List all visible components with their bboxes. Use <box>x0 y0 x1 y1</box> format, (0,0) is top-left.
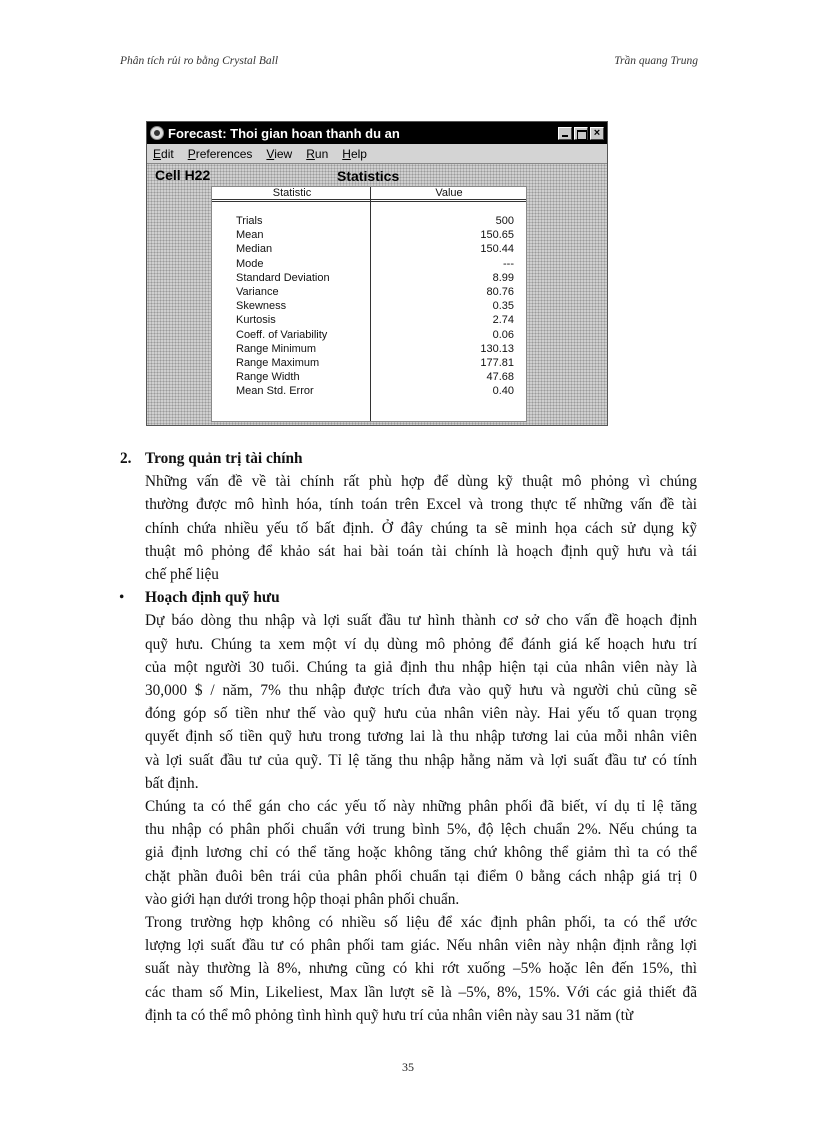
statistic-value: 0.35 <box>492 300 514 313</box>
statistic-name: Coeff. of Variability <box>236 328 328 341</box>
menu-help[interactable]: Help <box>342 146 367 161</box>
statistic-name: Median <box>236 243 273 256</box>
text-line: và lợi suất đầu tư của quỹ. Tỉ lệ tăng thu nhập hằng năm và lợi suất đầu tư có tính <box>145 751 697 769</box>
minimize-icon[interactable] <box>558 127 572 140</box>
section-title: Trong quản trị tài chính <box>145 450 303 467</box>
text-line: lượng lợi suất đầu tư có phân phối tam giác. Nếu nhân viên này nhận định rằng lợi <box>145 937 697 955</box>
table-row <box>212 328 526 342</box>
text-line: định ta có thể mô phỏng tình hình quỹ hưu trí của nhân viên này sau 31 năm (từ <box>145 1006 634 1024</box>
close-icon[interactable]: × <box>590 127 604 140</box>
bullet-symbol: • <box>119 589 125 607</box>
statistic-value: --- <box>503 257 514 270</box>
statistic-value: 130.13 <box>480 342 514 355</box>
table-row <box>212 356 526 370</box>
menu-preferences[interactable]: Preferences <box>187 146 253 161</box>
page-number: 35 <box>402 1060 414 1074</box>
table-row <box>212 257 526 271</box>
statistic-name: Mean <box>236 229 264 242</box>
table-row <box>212 313 526 327</box>
statistic-value: 150.65 <box>480 229 514 242</box>
table-rows <box>212 214 526 398</box>
header-right: Trần quang Trung <box>614 55 698 67</box>
section-number: 2. <box>120 450 132 467</box>
text-line: Chúng ta có thể gán cho các yếu tố này những phân phối đã biết, ví dụ tỉ lệ tăng <box>145 798 697 816</box>
statistics-heading: Statistics <box>337 168 400 184</box>
menu-bar <box>147 144 607 164</box>
text-line: đóng góp số tiền như thế vào quỹ hưu của nhân viên này. Hai yếu tố quan trọng <box>145 705 697 723</box>
table-row <box>212 228 526 242</box>
column-header-value: Value <box>435 187 463 199</box>
statistic-name: Range Minimum <box>236 342 317 355</box>
paragraph-triangular <box>0 911 697 1027</box>
statistic-name: Standard Deviation <box>236 271 330 284</box>
statistic-value: 80.76 <box>486 285 514 298</box>
statistic-name: Mean Std. Error <box>236 385 314 398</box>
statistic-name: Kurtosis <box>236 314 276 327</box>
cell-reference: Cell H22 <box>155 167 211 183</box>
table-row <box>212 242 526 256</box>
statistics-table <box>211 186 527 422</box>
text-line: bất định. <box>145 774 199 792</box>
table-row <box>212 342 526 356</box>
text-line: Những vấn đề về tài chính rất phù hợp để dùng kỹ thuật mô phỏng vì chúng <box>145 473 697 491</box>
text-line: 30,000 $ / năm, 7% thu nhập được trích đưa vào quỹ hưu và người chủ cũng sẽ <box>145 682 697 700</box>
text-line: thuật mô phỏng để khảo sát hai bài toán tài chính là hoạch định quỹ hưu và tái <box>145 542 697 560</box>
text-line: quyết định số tiền quỹ hưu trong tương lai là thu nhập tương lai của mỗi nhân viên <box>145 728 697 746</box>
statistic-value: 0.06 <box>492 328 514 341</box>
statistic-name: Variance <box>236 285 279 298</box>
table-header <box>212 187 526 202</box>
paragraph-distributions <box>0 795 697 911</box>
statistic-name: Mode <box>236 257 264 270</box>
menu-run[interactable]: Run <box>306 146 329 161</box>
statistic-value: 8.99 <box>492 271 514 284</box>
text-line: thu nhập có phân phối chuẩn với trung bình 5%, độ lệch chuẩn 2%. Nếu chúng ta <box>145 821 697 839</box>
text-line: chặt phần đuôi bên trái của phân phối chuẩn tại điểm 0 bằng cách nhập giá trị 0 <box>145 867 697 885</box>
table-row <box>212 214 526 228</box>
paragraph-income-forecast <box>0 609 697 795</box>
text-line: suất này thường là 8%, nhưng cũng có khi rớt xuống –5% hoặc lên đến 15%, thì <box>145 960 697 978</box>
text-line: các tham số Min, Likeliest, Max lần lượt sẽ là –5%, 8%, 15%. Với các giả thiết đã <box>145 983 697 1001</box>
text-line: Trong trường hợp không có nhiều số liệu để xác định phân phối, ta có thể ước <box>145 914 697 932</box>
text-line: thường được mô hình hóa, tính toán trên Excel và trong thực tế những vấn đề tài <box>145 496 697 514</box>
text-line: quỹ hưu. Chúng ta xem một ví dụ dùng mô phỏng để đánh giá kế hoạch hưu trí <box>145 635 697 653</box>
table-row <box>212 299 526 313</box>
bullet-heading <box>0 586 816 609</box>
statistic-name: Trials <box>236 215 263 227</box>
table-row <box>212 271 526 285</box>
statistic-value: 2.74 <box>492 314 514 327</box>
table-row <box>212 370 526 384</box>
bullet-title: Hoạch định quỹ hưu <box>145 589 280 607</box>
menu-edit[interactable]: Edit <box>153 146 174 161</box>
column-header-statistic: Statistic <box>272 187 312 199</box>
window-titlebar[interactable] <box>147 122 607 144</box>
header-left: Phân tích rủi ro bằng Crystal Ball <box>120 55 279 67</box>
text-line: Dự báo dòng thu nhập và lợi suất đầu tư hình thành cơ sở cho vấn đề hoạch định <box>145 612 697 630</box>
maximize-icon[interactable] <box>574 127 588 140</box>
statistic-name: Range Width <box>236 371 300 384</box>
statistic-value: 0.40 <box>492 385 514 398</box>
document-body <box>0 447 816 1027</box>
statistic-name: Skewness <box>236 300 287 313</box>
window-body <box>147 164 607 425</box>
statistic-value: 47.68 <box>486 371 514 384</box>
statistic-value: 177.81 <box>480 356 514 369</box>
text-line: vào giới hạn dưới trong hộp thoại phân phối chuẩn. <box>145 890 460 908</box>
section-heading <box>0 447 816 470</box>
forecast-window <box>146 121 608 426</box>
table-row <box>212 384 526 398</box>
statistic-value: 500 <box>495 215 514 227</box>
crystal-ball-icon[interactable] <box>150 126 164 140</box>
statistic-name: Range Maximum <box>236 356 320 369</box>
text-line: chính chứa nhiều yếu tố bất định. Ở đây chúng ta sẽ minh họa cách sử dụng kỹ <box>145 519 697 537</box>
text-line: giả định lương chỉ có thể tăng hoặc không tăng chứ không thể giảm thì ta có thể <box>145 844 697 862</box>
running-header <box>120 55 698 67</box>
window-title: Forecast: Thoi gian hoan thanh du an <box>168 125 400 141</box>
table-row <box>212 285 526 299</box>
statistic-value: 150.44 <box>480 243 514 256</box>
section-paragraph <box>0 470 697 586</box>
text-line: chế phế liệu <box>145 566 219 584</box>
text-line: của một người 30 tuổi. Chúng ta giả định thu nhập hiện tại của nhân viên này là <box>145 658 697 676</box>
menu-view[interactable]: View <box>266 146 293 161</box>
